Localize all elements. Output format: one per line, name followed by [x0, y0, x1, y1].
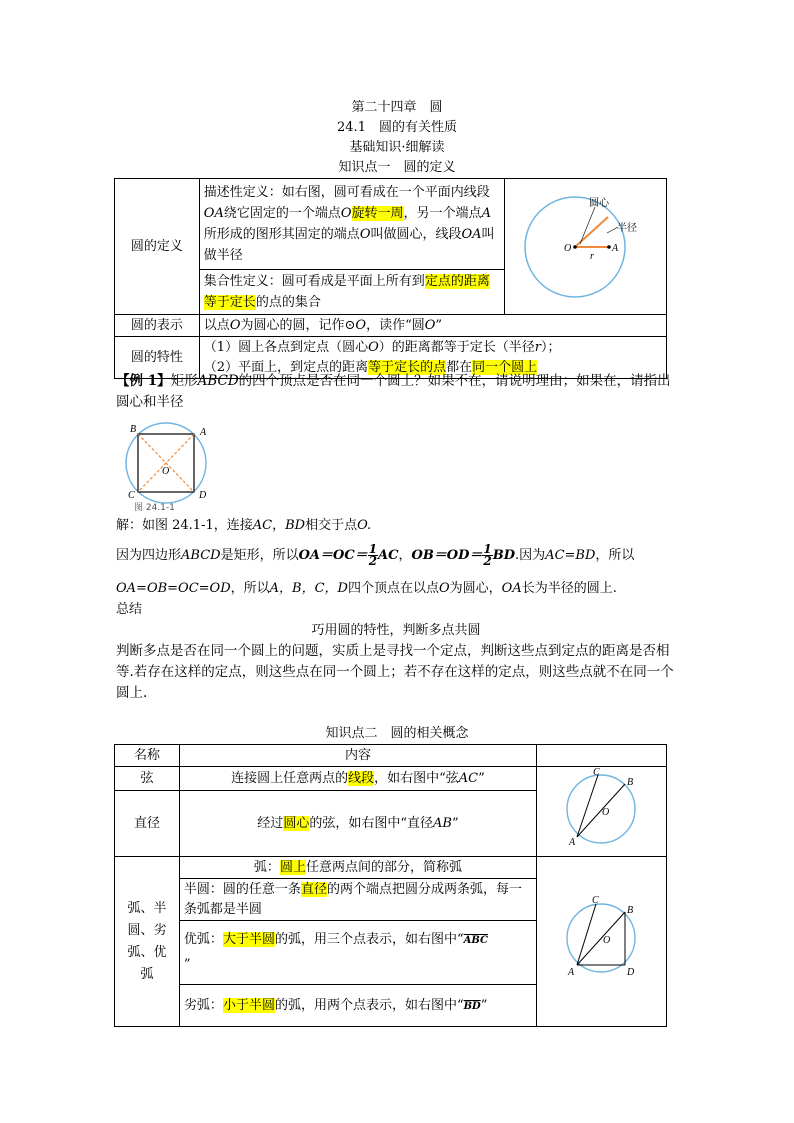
solution-line-1: 解：如图 24.1-1，连接AC，BD相交于点O.	[116, 518, 372, 533]
circle-figure-cell	[504, 179, 666, 315]
chord-content: 连接圆上任意两点的线段，如右图中“弦AC”	[179, 767, 536, 791]
header-name: 名称	[115, 745, 180, 767]
summary-label: 总结	[116, 602, 143, 617]
knowledge-point-2-title: 知识点二 圆的相关概念	[325, 726, 469, 741]
major-arc-content: 优弧：大于半圆的弧，用三个点表示，如右图中“$\overline{ABC}$ ”	[179, 921, 536, 985]
fraction-half-1: $\frac{1}{2}$	[368, 542, 378, 568]
major-arc-symbol: $\overline{ABC}$	[463, 935, 488, 946]
representation-content: 以点O为圆心的圆，记作⊙O，读作“圆O”	[199, 315, 666, 337]
label-o: O	[563, 243, 572, 254]
arc-figure	[537, 893, 665, 983]
arc-label: 弧、半圆、劣弧、优弧	[115, 857, 180, 1027]
section-title: 24.1 圆的有关性质	[337, 120, 457, 135]
arc-figure-cell	[536, 857, 666, 1027]
figure-caption: 图 24.1-1	[134, 503, 175, 512]
arc-content: 弧：圆上任意两点间的部分，简称弧	[179, 857, 536, 879]
label-a: A	[611, 243, 619, 254]
header-figure	[536, 745, 666, 767]
semicircle-content: 半圆：圆的任意一条直径的两个端点把圆分成两条弧，每一条弧都是半圆	[179, 879, 536, 921]
chord-label: 弦	[115, 767, 180, 791]
label-d: D	[626, 967, 635, 978]
label-c: C	[128, 490, 135, 501]
label-a: A	[200, 427, 207, 438]
solution-line-2: 因为四边形ABCD是矩形，所以OA＝OC＝ $\frac{1}{2}AC$，OB＝OD＝ $\frac{1}{2}BD$.因为AC=BD，所以	[116, 542, 635, 568]
label-o: O	[601, 807, 610, 818]
label-b: B	[626, 777, 634, 788]
chapter-title: 第二十四章 圆	[351, 100, 443, 115]
solution-line-3: OA=OB=OC=OD，所以A，B，C，D四个顶点在以点O为圆心，OA长为半径的圆上.	[116, 581, 617, 596]
sub-title: 基础知识·细解读	[349, 140, 445, 155]
minor-arc-content: 劣弧：小于半圆的弧，用两个点表示，如右图中“$\overline{BD}$”	[179, 985, 536, 1027]
definition-label: 圆的定义	[115, 179, 200, 315]
rectangle-circle-figure	[116, 420, 226, 512]
label-a: A	[568, 837, 576, 848]
example-question: 【例 1】矩形ABCD的四个顶点是否在同一个圆上？如果不在，请说明理由；如果在，请指出圆心和半径	[116, 373, 671, 410]
label-c: C	[592, 767, 600, 778]
property-1: （1）圆上各点到定点（圆心O）的距离都等于定长（半径r）；	[203, 339, 561, 355]
label-o: O	[162, 466, 170, 477]
label-r: r	[589, 251, 594, 262]
label-o: O	[602, 935, 611, 946]
chord-diameter-figure	[537, 767, 665, 849]
fraction-half-2: $\frac{1}{2}$	[483, 542, 492, 568]
summary-body: 判断多点是否在同一个圆上的问题，实质上是寻找一个定点，判断这些点到定点的距离是否相等.若存在这样的定点，则这些点在同一个圆上；若不存在这样的定点，则这些点就不在同一个圆上.	[116, 643, 674, 701]
diameter-label: 直径	[115, 790, 180, 856]
knowledge-point-1-title: 知识点一 圆的定义	[338, 160, 456, 175]
circle-definition-table	[114, 178, 667, 379]
header-content: 内容	[179, 745, 536, 767]
property-label: 圆的特性	[115, 337, 200, 379]
label-radius: 半径	[616, 223, 637, 234]
label-center: 圆心	[588, 198, 609, 209]
summary-heading: 巧用圆的特性，判断多点共圆	[311, 623, 481, 638]
circle-radius-figure	[505, 179, 665, 307]
representation-label: 圆的表示	[115, 315, 200, 337]
label-d: D	[199, 490, 207, 501]
property-2: （2）平面上，到定点的距离等于定长的点都在同一个圆上	[203, 359, 538, 375]
circle-concepts-table	[114, 744, 667, 1027]
label-c: C	[591, 895, 599, 906]
minor-arc-symbol: $\overline{BD}$	[463, 1000, 481, 1012]
descriptive-definition: 描述性定义：如右图，圆可看成在一个平面内线段OA绕它固定的一个端点O旋转一周，另一个端点A所形成的图形其固定的端点O叫做圆心，线段OA叫做半径	[199, 179, 504, 270]
set-definition: 集合性定义：圆可看成是平面上所有到定点的距离等于定长的点的集合	[199, 269, 504, 314]
label-a: A	[567, 967, 575, 978]
label-b: B	[130, 424, 137, 435]
label-b: B	[626, 905, 634, 916]
chord-figure-cell	[536, 767, 666, 857]
diameter-content: 经过圆心的弦，如右图中“直径AB”	[179, 790, 536, 856]
